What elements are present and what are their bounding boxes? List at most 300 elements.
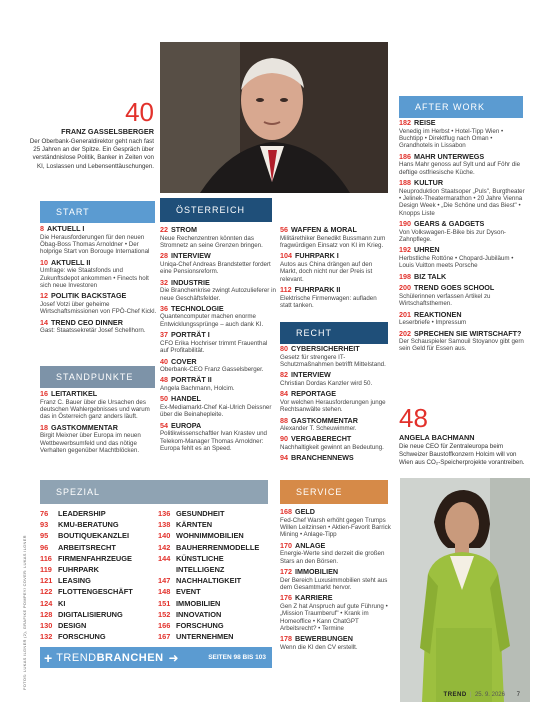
toc-item-description: Von Volkswagen-E-Bike bis zur Dyson-Zahnpflege. (399, 228, 506, 244)
toc-item-title: STROM (171, 225, 197, 234)
toc-page-number: 182 (399, 118, 411, 127)
toc-item-description: Gesetz für strengere IT-Schutzmaßnahmen betrifft Mittelstand. (280, 353, 386, 368)
toc-item[interactable] (280, 635, 392, 651)
toc-item-heading (40, 390, 158, 399)
toc-page-number: 16 (40, 389, 48, 398)
toc-item[interactable] (40, 259, 158, 290)
toc-item[interactable] (160, 279, 276, 302)
toc-item-title: GASTKOMMENTAR (51, 422, 118, 432)
toc-item-heading (399, 246, 527, 255)
toc-item-title: EVENT (176, 587, 201, 597)
toc-page-number: 136 (158, 509, 171, 518)
toc-page-number: 104 (280, 251, 292, 261)
spezial-item[interactable] (40, 609, 154, 620)
toc-item-heading (40, 424, 158, 433)
toc-item-heading (399, 179, 527, 188)
toc-item-title: WOHNIMMOBILIEN (176, 531, 244, 541)
banner-pages: SEITEN 98 BIS 103 (208, 654, 266, 661)
toc-page-number: 48 (160, 375, 168, 385)
toc-item-description: Quantencomputer machen enorme Entwicklungssprünge – auch dank KI. (160, 313, 264, 328)
toc-page-number: 94 (280, 453, 288, 463)
toc-item[interactable] (280, 594, 392, 632)
toc-item-title: MAHR UNTERWEGS (414, 151, 485, 161)
toc-item-heading (280, 508, 392, 517)
toc-page-number: 200 (399, 283, 411, 293)
toc-item-heading (160, 358, 276, 367)
toc-item-title: INTELLIGENZ (176, 565, 225, 575)
toc-item-title: FORSCHUNG (58, 632, 106, 642)
toc-item-title: DIGITALISIERUNG (58, 609, 123, 619)
toc-item-heading (160, 376, 276, 385)
toc-item-description: Fed-Chef Warsh erhöht gegen Trumps Willen Leitzinsen • Aktien-Favorit Barrick Mining • Anlage-Tipp (280, 516, 391, 539)
toc-item[interactable] (40, 225, 158, 256)
toc-item-heading (280, 252, 390, 261)
toc-item-title: BRANCHENNEWS (291, 453, 354, 463)
toc-item[interactable] (399, 220, 527, 243)
toc-page-number: 54 (160, 420, 168, 430)
toc-item-heading (280, 594, 392, 603)
toc-item-description: Oberbank-CEO Franz Gasselsberger. (160, 366, 264, 374)
spezial-item[interactable] (40, 508, 154, 519)
toc-item-description: Energie-Werte sind derzeit die großen Stars an den Börsen. (280, 550, 385, 565)
toc-item-title: NACHHALTIGKEIT (176, 576, 242, 586)
toc-item-title: AKTUELL II (51, 257, 91, 267)
toc-page-number: 56 (280, 225, 288, 234)
toc-page-number: 95 (40, 531, 49, 541)
service-list (280, 508, 392, 654)
spezial-item[interactable] (158, 542, 272, 553)
toc-item-title: KÜNSTLICHE (176, 553, 224, 563)
toc-item-title: PORTRÄT I (171, 330, 210, 340)
toc-item-title: SPRECHEN SIE WIRTSCHAFT? (414, 328, 522, 338)
toc-item-heading (280, 390, 390, 399)
toc-page-number: 88 (280, 415, 288, 425)
spezial-item[interactable] (40, 620, 154, 631)
toc-item-title: BEWERBUNGEN (295, 634, 353, 644)
toc-item[interactable] (399, 273, 527, 282)
toc-item-title: FUHRPARK II (294, 285, 341, 295)
toc-page-number: 124 (40, 598, 53, 608)
toc-item-title: COVER (171, 356, 197, 366)
toc-item-title: GESUNDHEIT (176, 509, 225, 518)
section-header-start (40, 201, 155, 223)
toc-item-title: ANLAGE (295, 540, 326, 550)
toc-item-heading (40, 319, 158, 328)
section-label: SERVICE (296, 487, 343, 497)
toc-item-description: Franz C. Bauer über die Ursachen des deutschen Wahlergebnisses und warum das in Österreich ganz anders läuft. (40, 398, 150, 421)
toc-item-heading (280, 371, 390, 380)
toc-item-title: TREND GOES SCHOOL (414, 283, 495, 293)
toc-item-title: BAUHERRENMODELLE (176, 542, 260, 552)
toc-item-title: KMU-BERATUNG (58, 520, 119, 530)
spezial-list-2 (158, 508, 272, 642)
toc-item-description: Birgit Meixner über Europa im neuen Wettbewerbsumfeld und das nötige Verhalten gegenüber Machtblöcken. (40, 432, 141, 455)
toc-item-description: CFO Erika Hochriser trimmt Frauenthal auf Profitabilität. (160, 339, 268, 355)
toc-item-description: Neuproduktion Staatsoper „Puls", Burgtheater • Jelinek-Theatermarathon • 20 Jahre Vienna Design Week • „Die Schöne und das Biest" • Knopps Liste (399, 187, 525, 217)
toc-item[interactable] (280, 390, 390, 413)
toc-item[interactable] (399, 179, 527, 217)
section-header-afterwork (399, 96, 523, 118)
toc-item[interactable] (280, 454, 390, 463)
toc-item-title: ARBEITSRECHT (58, 542, 116, 552)
banner-trend: TREND (56, 651, 97, 664)
toc-page-number: 138 (158, 520, 171, 530)
toc-item-title: FLOTTENGESCHÄFT (58, 587, 133, 597)
toc-page-number: 186 (399, 151, 411, 161)
toc-item-description: Uniqa-Chef Andreas Brandstetter fordert eine Pensionsreform. (160, 260, 271, 276)
toc-item-title: INDUSTRIE (171, 277, 210, 287)
toc-page-number: 132 (40, 632, 53, 642)
toc-item-title: EUROPA (171, 420, 202, 430)
toc-item[interactable] (40, 424, 158, 455)
feature-gasselsberger[interactable] (20, 98, 154, 171)
toc-item-title: VERGABERECHT (291, 434, 352, 444)
toc-page-number: 198 (399, 271, 411, 281)
toc-item-description: Venedig im Herbst • Hotel-Tipp Wien • Buchtipp • Direktflug nach Oman • Grandhotels in Lissabon (399, 127, 504, 150)
toc-item-title: BIZ TALK (414, 271, 447, 281)
toc-item-title: HANDEL (171, 394, 201, 404)
trendbranchen-banner[interactable] (40, 647, 272, 668)
toc-page-number: 167 (158, 632, 171, 642)
toc-item-title: LEASING (58, 576, 91, 586)
toc-page-number: 142 (158, 542, 171, 552)
section-label: AFTER WORK (415, 102, 485, 112)
toc-item-heading (40, 292, 158, 301)
toc-item-title: KULTUR (414, 178, 444, 188)
toc-item[interactable] (280, 417, 390, 433)
toc-item-title: INTERVIEW (171, 251, 211, 261)
toc-item-heading (160, 331, 276, 340)
spezial-item[interactable] (40, 553, 154, 564)
toc-page-number: 148 (158, 587, 171, 597)
footer-date: 25. 9. 2026 (474, 692, 505, 698)
spezial-item[interactable] (40, 631, 154, 642)
spezial-item[interactable] (158, 609, 272, 620)
feature-bachmann[interactable] (399, 404, 529, 468)
toc-page-number: 140 (158, 531, 171, 541)
toc-page-number: 37 (160, 330, 168, 340)
toc-item-title: IMMOBILIEN (176, 598, 221, 608)
toc-item[interactable] (280, 568, 392, 591)
toc-item-title: WAFFEN & MORAL (291, 225, 357, 234)
toc-page-number: 168 (280, 507, 292, 516)
toc-item-title: INNOVATION (176, 609, 222, 619)
spezial-item[interactable] (40, 575, 154, 586)
spezial-item[interactable] (158, 508, 272, 519)
toc-item-title: IMMOBILIEN (295, 567, 339, 577)
feature-page-number: 40 (125, 97, 154, 127)
toc-item-description: Politikwissenschaftler Ivan Krastev und Telekom-Manager Thomas Arnoldner: Europa fehlt es an Speed. (160, 430, 267, 452)
spezial-item[interactable] (158, 598, 272, 609)
toc-item[interactable] (280, 542, 392, 565)
toc-item-description: Umfrage: wie Staatsfonds und Zukunftsdepot ankommen • Finects holt sich neue Investoren (40, 267, 149, 290)
spezial-item[interactable] (158, 564, 272, 575)
toc-item-description: Josef Votzi über geheime Wirtschaftsmissionen von FPÖ-Chef Kickl. (40, 300, 157, 316)
toc-item-title: CYBERSICHERHEIT (291, 344, 360, 353)
spezial-item[interactable] (40, 519, 154, 530)
toc-page-number: 128 (40, 609, 53, 619)
spezial-item[interactable] (40, 598, 154, 609)
toc-item-title: FUHRPARK I (295, 251, 339, 261)
toc-item-title: AKTUELL I (47, 224, 85, 233)
toc-item-description: Christian Dordas Kanzler wird 50. (280, 379, 373, 387)
toc-item-description: Autos aus China drängen auf den Markt, doch nicht nur der Preis ist relevant. (280, 260, 373, 283)
toc-page-number: 28 (160, 251, 168, 261)
toc-page-number: 84 (280, 389, 288, 399)
toc-page-number: 121 (40, 576, 53, 586)
toc-page-number: 176 (280, 593, 292, 603)
toc-item-title: PORTRÄT II (171, 375, 212, 385)
toc-item-title: KARRIERE (295, 593, 333, 603)
toc-page-number: 14 (40, 317, 48, 327)
section-header-oesterreich (160, 198, 272, 222)
toc-item-title: REAKTIONEN (414, 309, 462, 319)
spezial-item[interactable] (40, 564, 154, 575)
toc-item-heading (399, 119, 527, 128)
toc-item[interactable] (160, 376, 276, 392)
spezial-item[interactable] (158, 620, 272, 631)
toc-page-number: 82 (280, 370, 288, 380)
toc-item-description: Ex-Mediamarkt-Chef Kai-Ulrich Deissner über die Beinahepleite. (160, 403, 272, 419)
toc-page-number: 22 (160, 225, 168, 234)
feature-page-number: 48 (399, 403, 428, 433)
toc-item-description: Angela Bachmann, Holcim. (160, 384, 235, 392)
toc-item-description: Vor welchen Herausforderungen junge Rechtsanwälte stehen. (280, 398, 386, 414)
toc-page-number: 192 (399, 245, 411, 255)
toc-item-title: UHREN (414, 245, 440, 255)
toc-item-title: GEARS & GADGETS (414, 219, 485, 229)
toc-page-number: 18 (40, 422, 48, 432)
cover-photo-gasselsberger (160, 42, 388, 193)
section-header-service (280, 480, 388, 504)
toc-item-heading (399, 311, 527, 320)
spezial-item[interactable] (158, 575, 272, 586)
toc-item[interactable] (280, 286, 390, 309)
toc-item-description: Elektrische Firmenwagen: aufladen statt tanken. (280, 294, 377, 309)
page-footer (420, 692, 520, 698)
spezial-item[interactable] (40, 586, 154, 597)
toc-item-title: DESIGN (58, 621, 87, 631)
toc-item-heading (399, 273, 527, 282)
toc-item[interactable] (280, 508, 392, 539)
spezial-item[interactable] (158, 553, 272, 564)
toc-page-number: 202 (399, 328, 411, 338)
afterwork-list (399, 119, 527, 356)
toc-page-number: 32 (160, 277, 168, 287)
toc-item-heading (280, 435, 390, 444)
toc-item-description: Militärethiker Benedikt Bussmann zum fragwürdigen Einsatz von KI im Krieg. (280, 234, 386, 249)
toc-item[interactable] (399, 119, 527, 150)
toc-item-heading (160, 422, 276, 431)
toc-item[interactable] (280, 435, 390, 451)
feature-name: FRANZ GASSELSBERGER (61, 127, 154, 136)
toc-item-description: Die Herausforderungen für den neuen Öbag-Boss Thomas Arnoldner • Der holprige Start von Borouge International (40, 233, 150, 256)
photo-credits: FOTOS: LUKAS ILGNER (2), GRAFIKE POMPEY/ COVER: LUKAS ILGNER (22, 535, 27, 690)
recht-list (280, 345, 390, 466)
standpunkte-list (40, 390, 158, 457)
toc-item-description: Nachhaltigkeit gewinnt an Bedeutung. (280, 443, 384, 451)
toc-item-description: Gast: Staatssekretär Josef Schellhorn. (40, 327, 146, 335)
toc-item[interactable] (160, 395, 276, 418)
footer-divider: | (468, 692, 474, 698)
toc-page-number: 80 (280, 344, 288, 353)
toc-item[interactable] (160, 252, 276, 275)
toc-item-title: LEADERSHIP (58, 509, 106, 518)
toc-item-description: Hans Mahr genoss auf Sylt und auf Föhr die deftige ostfriesische Küche. (399, 161, 521, 176)
start-list (40, 225, 158, 338)
oesterreich-list-1 (160, 226, 276, 455)
toc-item-heading (399, 284, 527, 293)
toc-page-number: 119 (40, 565, 52, 575)
toc-item-title: GASTKOMMENTAR (291, 415, 358, 425)
toc-page-number: 147 (158, 576, 171, 586)
toc-page-number: 166 (158, 621, 171, 631)
footer-page: 7 (516, 692, 520, 698)
toc-item-title: KÄRNTEN (176, 520, 213, 530)
toc-item-description: Der Bereich Luxusimmobilien steht aus dem Gesamtmarkt hervor. (280, 576, 388, 591)
spezial-item[interactable] (158, 519, 272, 530)
toc-item-title: REPORTAGE (291, 389, 336, 399)
toc-item[interactable] (40, 390, 158, 421)
toc-item-heading (399, 220, 527, 229)
toc-page-number: 40 (160, 356, 168, 366)
spezial-item[interactable] (158, 631, 272, 642)
oesterreich-list-2 (280, 226, 390, 312)
portrait-illustration (400, 478, 530, 702)
toc-item[interactable] (160, 358, 276, 374)
feature-teaser: Der Oberbank-Generaldirektor geht nach fast 25 Jahren an der Spitze. Ein Gespräch über verständnislose Politik, Banker in Zeiten von KI, Loslassen und Lebensenttäuschungen. (29, 138, 154, 170)
toc-item-heading (280, 635, 392, 644)
toc-item-title: FIRMENFAHRZEUGE (58, 553, 132, 563)
section-label: START (56, 207, 90, 217)
toc-item[interactable] (160, 422, 276, 453)
toc-page-number: 8 (40, 224, 44, 233)
portrait-illustration (160, 42, 388, 193)
spezial-item[interactable] (158, 530, 272, 541)
toc-item-title: INTERVIEW (291, 370, 331, 380)
toc-page-number: 112 (280, 285, 292, 295)
toc-item-heading (280, 226, 390, 235)
toc-item[interactable] (399, 153, 527, 176)
toc-item-heading (160, 279, 276, 288)
toc-item-description: Neue Rechenzentren könnten das Stromnetz an seine Grenzen bringen. (160, 234, 263, 249)
section-label: SPEZIAL (56, 487, 101, 497)
arrow-icon: ➜ (168, 650, 179, 665)
plus-icon: + (44, 649, 53, 666)
toc-page-number: 93 (40, 520, 49, 530)
feature-teaser: Die neue CEO für Zentraleuropa beim Schweizer Baustoffkonzern Holcim will von Wien aus CO₂-Speicherprojekte vorantreiben. (399, 443, 525, 467)
toc-item[interactable] (280, 252, 390, 283)
toc-item-title: FUHRPARK (58, 565, 99, 575)
toc-item[interactable] (160, 226, 276, 249)
spezial-list-1 (40, 508, 154, 642)
toc-item-title: REISE (414, 118, 436, 127)
toc-page-number: 151 (158, 598, 171, 608)
toc-page-number: 130 (40, 621, 53, 631)
toc-item-title: FORSCHUNG (176, 621, 224, 631)
toc-item-heading (280, 542, 392, 551)
toc-item-heading (399, 330, 527, 339)
toc-item[interactable] (40, 292, 158, 315)
toc-item-heading (280, 417, 390, 426)
toc-item[interactable] (399, 311, 527, 327)
toc-item-title: KI (58, 598, 66, 608)
banner-branchen: BRANCHEN (96, 651, 164, 664)
toc-page-number: 144 (158, 553, 171, 563)
toc-item-title: BOUTIQUEKANZLEI (58, 531, 130, 541)
photo-bachmann (400, 478, 530, 702)
toc-page-number: 190 (399, 219, 411, 229)
section-label: RECHT (296, 328, 332, 338)
toc-item[interactable] (160, 305, 276, 328)
toc-item[interactable] (160, 331, 276, 354)
section-header-standpunkte (40, 366, 155, 388)
toc-item-heading (280, 286, 390, 295)
toc-page-number: 122 (40, 587, 53, 597)
toc-item[interactable] (280, 345, 390, 368)
toc-page-number: 188 (399, 178, 411, 188)
toc-item-title: GELD (295, 507, 315, 516)
toc-item[interactable] (399, 246, 527, 269)
toc-item-title: LEITARTIKEL (51, 389, 98, 398)
toc-item-title: TREND CEO DINNER (51, 317, 123, 327)
toc-page-number: 12 (40, 291, 48, 301)
toc-item-heading (280, 345, 390, 354)
toc-item-description: Schülerinnen verfassen Artikel zu Wirtschaftsthemen. (399, 292, 491, 308)
toc-page-number: 152 (158, 609, 171, 619)
toc-item-title: TECHNOLOGIE (171, 303, 224, 313)
toc-item-description: Wenn die KI den CV erstellt. (280, 643, 358, 651)
toc-page-number: 50 (160, 394, 168, 404)
toc-page-number: 116 (40, 553, 52, 563)
toc-item-heading (280, 454, 390, 463)
toc-item-title: POLITIK BACKSTAGE (51, 291, 127, 301)
spezial-item[interactable] (40, 530, 154, 541)
toc-item-heading (160, 252, 276, 261)
toc-item-description: Die Branchenkrise zwingt Autozulieferer in neue Geschäftsfelder. (160, 287, 276, 302)
toc-page-number: 90 (280, 434, 288, 444)
feature-name: ANGELA BACHMANN (399, 433, 475, 442)
toc-item[interactable] (399, 284, 527, 307)
section-header-recht (280, 322, 388, 344)
toc-page-number: 10 (40, 257, 48, 267)
toc-page-number: 76 (40, 509, 49, 518)
toc-item[interactable] (280, 371, 390, 387)
section-label: ÖSTERREICH (176, 205, 246, 215)
toc-page-number: 96 (40, 542, 49, 552)
toc-item-heading (399, 153, 527, 162)
toc-item-description: Herbstliche Rottöne • Chopard-Jubiläum • Louis Vuitton meets Porsche (399, 254, 514, 270)
toc-item-description: Alexander T. Scheuwimmer. (280, 425, 357, 433)
toc-item-heading (160, 305, 276, 314)
toc-page-number: 201 (399, 309, 411, 319)
toc-item-heading (40, 225, 158, 234)
toc-item-heading (160, 395, 276, 404)
toc-page-number: 170 (280, 540, 292, 550)
toc-item[interactable] (40, 319, 158, 335)
spezial-item[interactable] (40, 542, 154, 553)
toc-item-description: Leserbriefe • Impressum (399, 319, 467, 327)
toc-item-heading (40, 259, 158, 268)
toc-item[interactable] (399, 330, 527, 353)
toc-item-description: Gen Z hat Anspruch auf gute Führung • „Mission Traumberuf" • Krank im Homeoffice • Kann ChatGPT Arbeitsrecht? • Termine (280, 602, 388, 633)
section-header-spezial (40, 480, 268, 504)
section-label: STANDPUNKTE (56, 372, 134, 382)
toc-item[interactable] (280, 226, 390, 249)
spezial-item[interactable] (158, 586, 272, 597)
toc-item-heading (280, 568, 392, 577)
toc-page-number: 178 (280, 634, 292, 644)
